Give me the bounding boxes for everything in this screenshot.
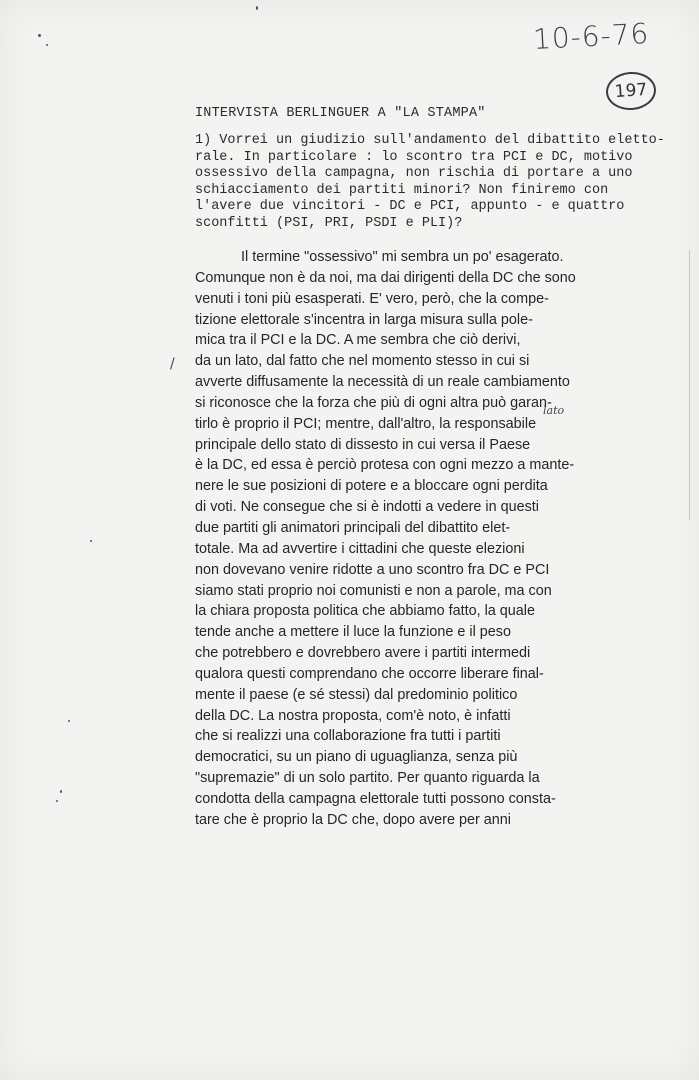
- question-line: rale. In particolare : lo scontro tra PCI e DC, motivo: [195, 149, 633, 165]
- scan-speck: [38, 34, 41, 37]
- answer-line: non dovevano venire ridotte a uno scontro fra DC e PCI: [195, 561, 550, 578]
- answer-line: tirlo è proprio il PCI; mentre, dall'altro, la responsabile: [195, 415, 537, 432]
- question-line: ossessivo della campagna, non rischia di portare a uno: [195, 166, 633, 182]
- handwritten-date: 10-6-76: [532, 16, 651, 57]
- question-line: sconfitti (PSI, PRI, PSDI e PLI)?: [195, 215, 463, 231]
- answer-line: Comunque non è da noi, ma dai dirigenti della DC che sono: [195, 269, 576, 286]
- answer-line: che si realizzi una collaborazione fra tutti i partiti: [195, 728, 501, 745]
- answer-line: "supremazie" di un solo partito. Per quanto riguarda la: [195, 770, 540, 787]
- answer-line: da un lato, dal fatto che nel momento stesso in cui si: [195, 353, 530, 370]
- scan-speck: [256, 6, 258, 10]
- answer-line: mente il paese (e sé stessi) dal predominio politico: [195, 686, 518, 703]
- answer-line: è la DC, ed essa è perciò protesa con ogni mezzo a mante-: [195, 457, 575, 474]
- answer-line: totale. Ma ad avvertire i cittadini che queste elezioni: [195, 540, 525, 557]
- answer-line: due partiti gli animatori principali del dibattito elet-: [195, 519, 511, 536]
- answer-line: tende anche a mettere il luce la funzione e il peso: [195, 624, 511, 641]
- question-line: l'avere due vincitori - DC e PCI, appunto - e quattro: [195, 199, 625, 215]
- answer-line: si riconosce che la forza che più di ogni altra può garan-: [195, 394, 552, 411]
- answer-line: Il termine "ossessivo" mi sembra un po' esagerato.: [241, 249, 564, 265]
- answer-line: che potrebbero e dovrebbero avere i partiti intermedi: [195, 645, 531, 662]
- scan-edge-line: [689, 250, 690, 520]
- scan-speck: [56, 800, 58, 802]
- scan-speck: [60, 790, 62, 793]
- margin-mark: /: [170, 356, 175, 372]
- answer-line: qualora questi comprendano che occorre liberare final-: [195, 665, 544, 682]
- answer-line: mica tra il PCI e la DC. A me sembra che ciò derivi,: [195, 332, 521, 349]
- question-line: schiacciamento dei partiti minori? Non finiremo con: [195, 182, 609, 198]
- answer-line: siamo stati proprio noi comunisti e non a parole, ma con: [195, 582, 552, 599]
- document-title: INTERVISTA BERLINGUER A "LA STAMPA": [195, 106, 486, 121]
- interview-answer: [195, 247, 576, 831]
- page-number-stamp: 197: [605, 70, 658, 111]
- answer-line: democratici, su un piano di uguaglianza, senza più: [195, 749, 518, 766]
- answer-line: la chiara proposta politica che abbiamo fatto, la quale: [195, 603, 535, 620]
- answer-line: della DC. La nostra proposta, com'è noto, è infatti: [195, 707, 511, 724]
- answer-line: avverte diffusamente la necessità di un reale cambiamento: [195, 374, 570, 391]
- answer-line: nere le sue posizioni di potere e a bloccare ogni perdita: [195, 478, 548, 495]
- scan-speck: [68, 720, 70, 722]
- answer-line: di voti. Ne consegue che si è indotti a vedere in questi: [195, 499, 539, 516]
- answer-line: principale dello stato di dissesto in cui versa il Paese: [195, 436, 531, 453]
- answer-line: tizione elettorale s'incentra in larga misura sulla pole-: [195, 311, 533, 328]
- interview-question: [195, 133, 665, 233]
- answer-line: condotta della campagna elettorale tutti possono consta-: [195, 790, 556, 807]
- scan-speck: [90, 540, 92, 542]
- answer-line: tare che è proprio la DC che, dopo avere per anni: [195, 811, 511, 828]
- question-line: 1) Vorrei un giudizio sull'andamento del dibattito eletto-: [195, 133, 665, 148]
- answer-line: venuti i toni più esasperati. E' vero, però, che la compe-: [195, 290, 549, 307]
- handwritten-correction: lato: [543, 404, 565, 417]
- scan-speck: [46, 44, 48, 46]
